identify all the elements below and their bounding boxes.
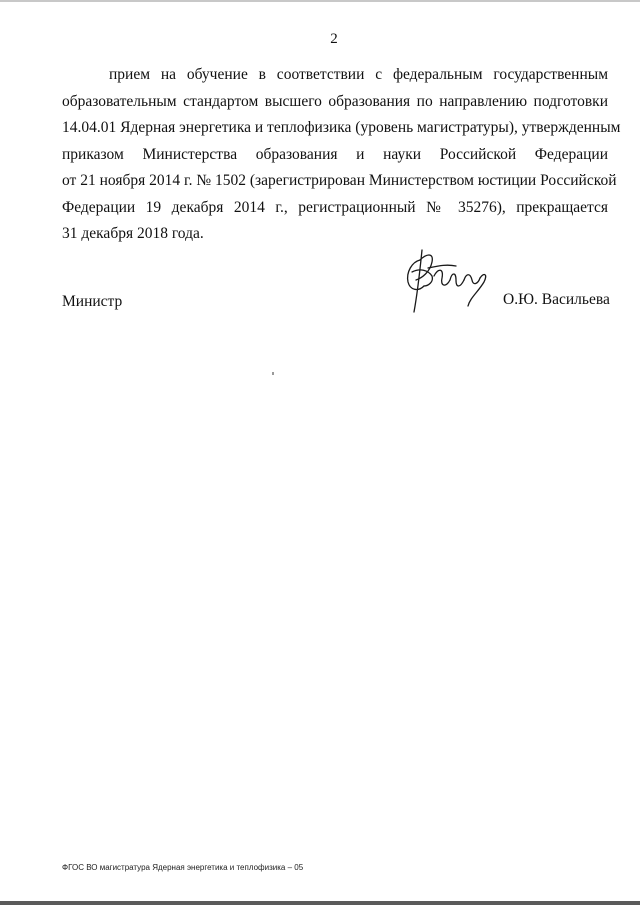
body-line-5: от 21 ноября 2014 г. № 1502 (зарегистрирован Министерством юстиции Российской	[62, 172, 617, 189]
page-number: 2	[330, 31, 338, 47]
page-top-edge	[0, 0, 640, 2]
body-line-4: приказом Министерства образования и науки Российской Федерации	[62, 145, 608, 163]
body-line-3: 14.04.01 Ядерная энергетика и теплофизика (уровень магистратуры), утвержденным	[62, 119, 621, 136]
page-bottom-edge	[0, 901, 640, 905]
signature-role: Министр	[62, 293, 123, 310]
handwritten-signature	[398, 240, 494, 318]
scan-speck	[272, 372, 274, 375]
signatory-name: О.Ю. Васильева	[503, 291, 610, 308]
body-line-1: прием на обучение в соответствии с федеральным государственным	[109, 66, 608, 83]
body-line-6: Федерации 19 декабря 2014 г., регистрационный № 35276), прекращается	[62, 198, 608, 216]
footer-note: ФГОС ВО магистратура Ядерная энергетика и теплофизика – 05	[62, 863, 304, 872]
body-line-2: образовательным стандартом высшего образования по направлению подготовки	[62, 92, 608, 110]
body-paragraph	[62, 62, 621, 248]
body-line-7: 31 декабря 2018 года.	[62, 225, 204, 242]
